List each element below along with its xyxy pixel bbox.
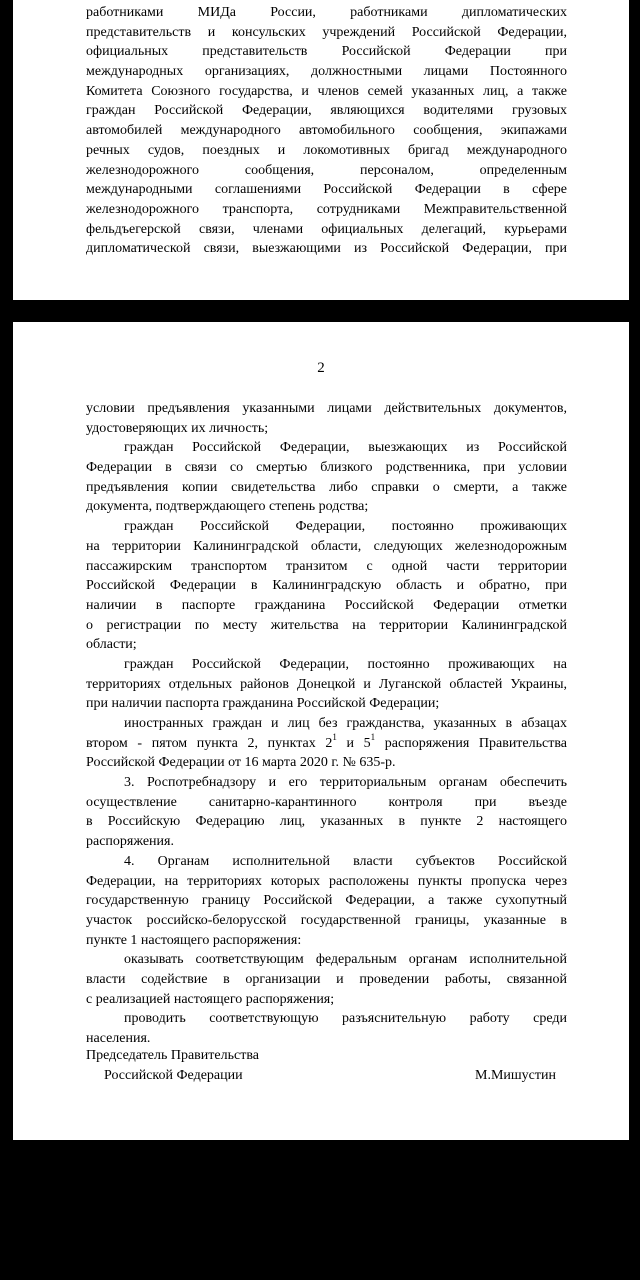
text-line: пункте 1 настоящего распоряжения: xyxy=(86,932,302,948)
text-line: власти содействие в организации и проведении работы, связанной xyxy=(86,971,567,987)
signature-title-line: Председатель Правительства xyxy=(86,1048,259,1063)
text-line: работниками МИДа России, работниками дипломатических xyxy=(86,5,567,20)
text-line: участок российско-белорусской государственной границы, указанные в xyxy=(86,912,567,928)
text-line: удостоверяющих их личность; xyxy=(86,420,269,436)
text-line: иностранных граждан и лиц без гражданства, указанных в абзацах xyxy=(124,716,567,731)
text-line: железнодорожного сообщения, персоналом, определенным xyxy=(86,162,567,178)
text-line: граждан Российской Федерации, постоянно проживающих на xyxy=(124,656,567,672)
text-line: Федерации, на территориях которых расположены пункты пропуска через xyxy=(86,873,567,889)
signature-title-line: Российской Федерации xyxy=(104,1067,243,1083)
text-line: фельдъегерской связи, членами официальных делегаций, курьерами xyxy=(86,221,567,237)
text-line: осуществление санитарно-карантинного контроля при въезде xyxy=(86,794,567,810)
page-number: 2 xyxy=(317,360,325,376)
document-page-2 xyxy=(13,322,629,1140)
text-line: международными соглашениями Российской Федерации в сфере xyxy=(86,182,567,198)
text-line: проводить соответствующую разъяснительную работу среди xyxy=(124,1011,567,1027)
text-fragment: распоряжения Правительства xyxy=(375,735,567,751)
text-line: при наличии паспорта гражданина Российской Федерации; xyxy=(86,696,440,712)
signature-name: М.Мишустин xyxy=(475,1068,556,1083)
text-line: области; xyxy=(86,637,137,653)
text-line: граждан Российской Федерации, являющихся водителями грузовых xyxy=(86,103,567,119)
text-line-superscripts xyxy=(86,731,567,754)
text-line: с реализацией настоящего распоряжения; xyxy=(86,991,335,1007)
superscript: 1 xyxy=(370,731,376,742)
text-line: 3. Роспотребнадзору и его территориальным органам обеспечить xyxy=(124,775,567,791)
text-line: Федерации в связи со смертью близкого родственника, при условии xyxy=(86,460,567,476)
text-line: предъявления копии свидетельства либо справки о смерти, а также xyxy=(86,479,567,495)
text-line: дипломатической связи, выезжающими из Российской Федерации, при xyxy=(86,241,567,257)
text-line: автомобилей международного автомобильного сообщения, экипажами xyxy=(86,123,567,139)
signature-title xyxy=(86,1046,259,1085)
text-line: условии предъявления указанными лицами действительных документов, xyxy=(86,401,567,416)
text-line: наличии в паспорте гражданина Российской Федерации отметки xyxy=(86,597,567,613)
page1-text xyxy=(86,3,567,259)
text-line: железнодорожного транспорта, сотрудниками Межправительственной xyxy=(86,201,567,217)
text-line: представительств и консульских учреждений Российской Федерации, xyxy=(86,24,567,40)
text-line: официальных представительств Российской Федерации при xyxy=(86,44,567,60)
page2-text xyxy=(86,399,567,1049)
text-line: пассажирским транспортом транзитом с одной части территории xyxy=(86,558,567,574)
text-line: населения. xyxy=(86,1031,151,1046)
text-line: международных организациях, должностными лицами Постоянного xyxy=(86,64,567,80)
text-line: документа, подтверждающего степень родства; xyxy=(86,499,369,515)
text-line: оказывать соответствующим федеральным органам исполнительной xyxy=(124,952,567,968)
text-line: распоряжения. xyxy=(86,834,174,850)
text-line: о регистрации по месту жительства на территории Калининградской xyxy=(86,617,567,633)
text-line: государственную границу Российской Федерации, а также сухопутный xyxy=(86,893,567,909)
text-line: 4. Органам исполнительной власти субъектов Российской xyxy=(124,853,567,869)
text-line: речных судов, поездных и локомотивных бригад международного xyxy=(86,142,567,158)
text-line: Российской Федерации от 16 марта 2020 г. № 635-р. xyxy=(86,755,396,771)
text-line: граждан Российской Федерации, постоянно проживающих xyxy=(124,519,567,535)
document-page-1 xyxy=(13,0,629,300)
text-fragment: втором - пятом пункта 2, пунктах 2 xyxy=(86,735,333,751)
text-line: в Российскую Федерацию лиц, указанных в пункте 2 настоящего xyxy=(86,814,567,830)
text-fragment: и 5 xyxy=(336,735,371,751)
text-line: Комитета Союзного государства, и членов семей указанных лиц, а также xyxy=(86,83,567,99)
text-line: граждан Российской Федерации, выезжающих из Российской xyxy=(124,440,567,456)
superscript: 1 xyxy=(332,731,337,742)
text-line: на территории Калининградской области, следующих железнодорожным xyxy=(86,538,567,554)
text-line: Российской Федерации в Калининградскую область и обратно, при xyxy=(86,578,567,594)
text-line: территориях отдельных районов Донецкой и Луганской областей Украины, xyxy=(86,676,567,692)
